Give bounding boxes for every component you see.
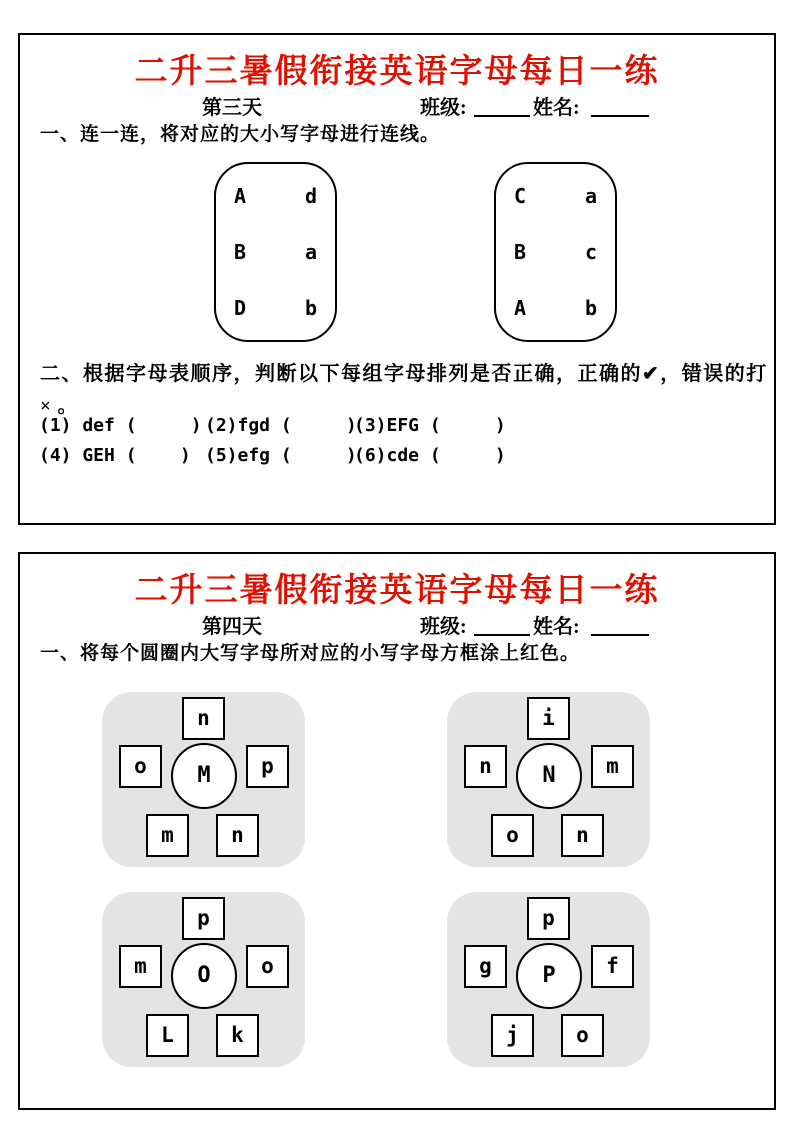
lowercase-letter[interactable]: a [584, 184, 597, 208]
uppercase-letter[interactable]: B [514, 240, 527, 264]
question2-heading-line2: × 。 [40, 396, 78, 417]
letter-square[interactable]: m [119, 945, 162, 988]
lowercase-letter[interactable]: c [584, 240, 597, 264]
letter-square[interactable]: o [246, 945, 289, 988]
uppercase-letter[interactable]: A [514, 296, 527, 320]
class-label: 班级: [420, 97, 467, 119]
worksheet-page-day3 [18, 33, 776, 525]
letter-square[interactable]: n [464, 745, 507, 788]
lowercase-letter[interactable]: d [304, 184, 317, 208]
letter-square[interactable]: k [216, 1014, 259, 1057]
uppercase-column [514, 164, 526, 340]
class-label: 班级: [420, 616, 467, 638]
color-panel-o [102, 892, 305, 1067]
color-panel-p [447, 892, 650, 1067]
judge-item-6[interactable]: (6)cde ( ) [354, 445, 506, 466]
letter-square[interactable]: o [561, 1014, 604, 1057]
letter-square[interactable]: m [591, 745, 634, 788]
uppercase-letter[interactable]: B [234, 240, 247, 264]
circle-uppercase-letter: M [171, 743, 237, 809]
day-label: 第三天 [202, 97, 262, 119]
judge-item-1[interactable]: (1) def ( ) [39, 415, 202, 436]
letter-square[interactable]: o [119, 745, 162, 788]
color-panel-n [447, 692, 650, 867]
letter-square[interactable]: p [182, 897, 225, 940]
letter-square[interactable]: o [491, 814, 534, 857]
letter-square[interactable]: n [216, 814, 259, 857]
judge-items-grid [39, 415, 506, 466]
uppercase-letter[interactable]: D [234, 296, 247, 320]
letter-square[interactable]: n [561, 814, 604, 857]
color-panel-m [102, 692, 305, 867]
uppercase-column [234, 164, 246, 340]
uppercase-letter[interactable]: A [234, 184, 247, 208]
name-label: 姓名: [533, 97, 580, 119]
day-label: 第四天 [202, 616, 262, 638]
letter-square[interactable]: L [146, 1014, 189, 1057]
letter-square[interactable]: n [182, 697, 225, 740]
letter-square[interactable]: m [146, 814, 189, 857]
name-label: 姓名: [533, 616, 580, 638]
uppercase-letter[interactable]: C [514, 184, 527, 208]
lowercase-letter[interactable]: b [304, 296, 317, 320]
matching-box-1 [214, 162, 337, 342]
worksheet-page-day4 [18, 552, 776, 1110]
circle-uppercase-letter: O [171, 943, 237, 1009]
judge-item-3[interactable]: (3)EFG ( ) [354, 415, 506, 436]
name-blank[interactable] [591, 115, 649, 117]
judge-item-5[interactable]: (5)efg ( ) [205, 445, 357, 466]
circle-uppercase-letter: P [516, 943, 582, 1009]
class-blank[interactable] [474, 634, 530, 636]
lowercase-letter[interactable]: a [304, 240, 317, 264]
class-blank[interactable] [474, 115, 530, 117]
lowercase-letter[interactable]: b [584, 296, 597, 320]
name-blank[interactable] [591, 634, 649, 636]
question1-heading: 一、将每个圆圈内大写字母所对应的小写字母方框涂上红色。 [40, 643, 581, 664]
letter-square[interactable]: i [527, 697, 570, 740]
page-title: 二升三暑假衔接英语字母每日一练 [134, 54, 660, 90]
circle-uppercase-letter: N [516, 743, 582, 809]
letter-square[interactable]: p [246, 745, 289, 788]
letter-square[interactable]: p [527, 897, 570, 940]
judge-item-2[interactable]: (2)fgd ( ) [205, 415, 357, 436]
lowercase-column [305, 164, 317, 340]
question1-heading: 一、连一连，将对应的大小写字母进行连线。 [40, 124, 441, 145]
lowercase-column [585, 164, 597, 340]
letter-square[interactable]: g [464, 945, 507, 988]
judge-item-4[interactable]: (4) GEH ( ) [39, 445, 191, 466]
matching-box-2 [494, 162, 617, 342]
letter-square[interactable]: f [591, 945, 634, 988]
question2-heading-line1: 二、根据字母表顺序，判断以下每组字母排列是否正确，正确的✔，错误的打 [40, 363, 768, 385]
letter-square[interactable]: j [491, 1014, 534, 1057]
page-title: 二升三暑假衔接英语字母每日一练 [134, 573, 660, 609]
